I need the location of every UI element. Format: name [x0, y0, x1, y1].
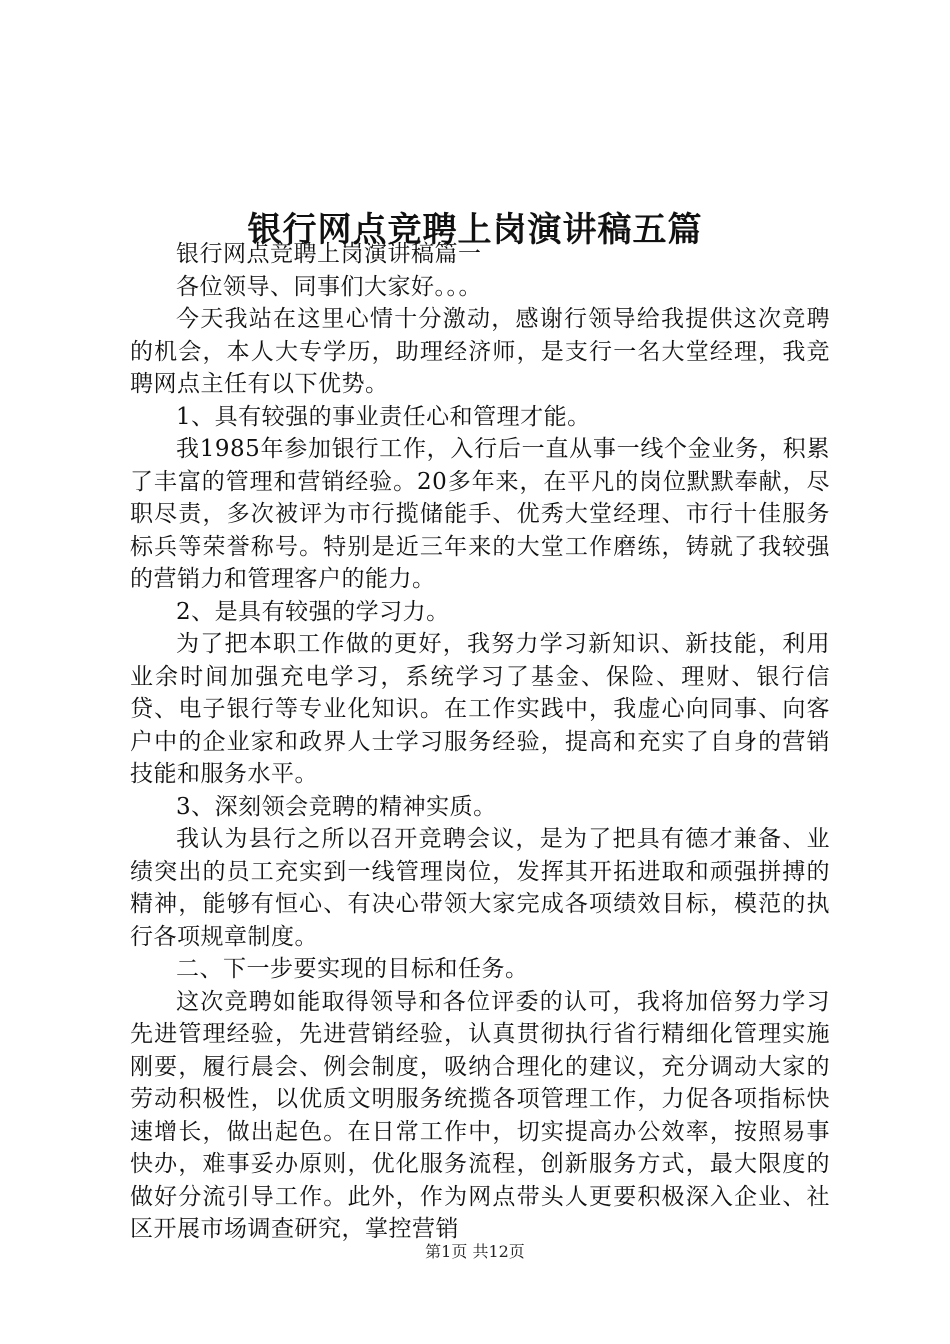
paragraph-learning: 为了把本职工作做的更好，我努力学习新知识、新技能，利用业余时间加强充电学习，系统学习了基金、保险、理财、银行信贷、电子银行等专业化知识。在工作实践中，我虚心向同事、向客户中的企业家和政界人士学习服务经验，提高和充实了自身的营销技能和服务水平。 — [130, 631, 830, 787]
paragraph-heading-3: 3、深刻领会竞聘的精神实质。 — [176, 793, 497, 820]
paragraph-heading-1: 1、具有较强的事业责任心和管理才能。 — [176, 403, 591, 430]
paragraph-heading-2: 2、是具有较强的学习力。 — [176, 598, 450, 625]
paragraph-greeting: 各位领导、同事们大家好。。。 — [176, 273, 482, 300]
document-title: 银行网点竞聘上岗演讲稿五篇 — [247, 209, 703, 250]
document-body — [130, 238, 830, 1246]
paragraph-intro: 今天我站在这里心情十分激动，感谢行领导给我提供这次竞聘的机会，本人大专学历，助理经济师，是支行一名大堂经理，我竞聘网点主任有以下优势。 — [130, 306, 830, 397]
paragraph-understanding: 我认为县行之所以召开竞聘会议，是为了把具有德才兼备、业绩突出的员工充实到一线管理岗位，发挥其开拓进取和顽强拼搏的精神，能够有恒心、有决心带领大家完成各项绩效目标，模范的执行各项规章制度。 — [130, 826, 830, 950]
paragraph-subtitle: 银行网点竞聘上岗演讲稿篇一 — [176, 241, 482, 267]
paragraph-goals: 这次竞聘如能取得领导和各位评委的认可，我将加倍努力学习先进管理经验，先进营销经验，认真贯彻执行省行精细化管理实施刚要，履行晨会、例会制度，吸纳合理化的建议，充分调动大家的劳动积极性，以优质文明服务统揽各项管理工作，力促各项指标快速增长，做出起色。在日常工作中，切实提高办公效率，按照易事快办，难事妥办原则，优化服务流程，创新服务方式，最大限度的做好分流引导工作。此外，作为网点带头人更要积极深入企业、社区开展市场调查研究，掌控营销 — [130, 988, 830, 1242]
page-number-footer: 第1页 共12页 — [425, 1242, 525, 1261]
paragraph-experience: 我1985年参加银行工作，入行后一直从事一线个金业务，积累了丰富的管理和营销经验。20多年来，在平凡的岗位默默奉献，尽职尽责，多次被评为市行揽储能手、优秀大堂经理、市行十佳服务标兵等荣誉称号。特别是近三年来的大堂工作磨练，铸就了我较强的营销力和管理客户的能力。 — [130, 436, 830, 592]
paragraph-section-2-heading: 二、下一步要实现的目标和任务。 — [176, 956, 529, 982]
